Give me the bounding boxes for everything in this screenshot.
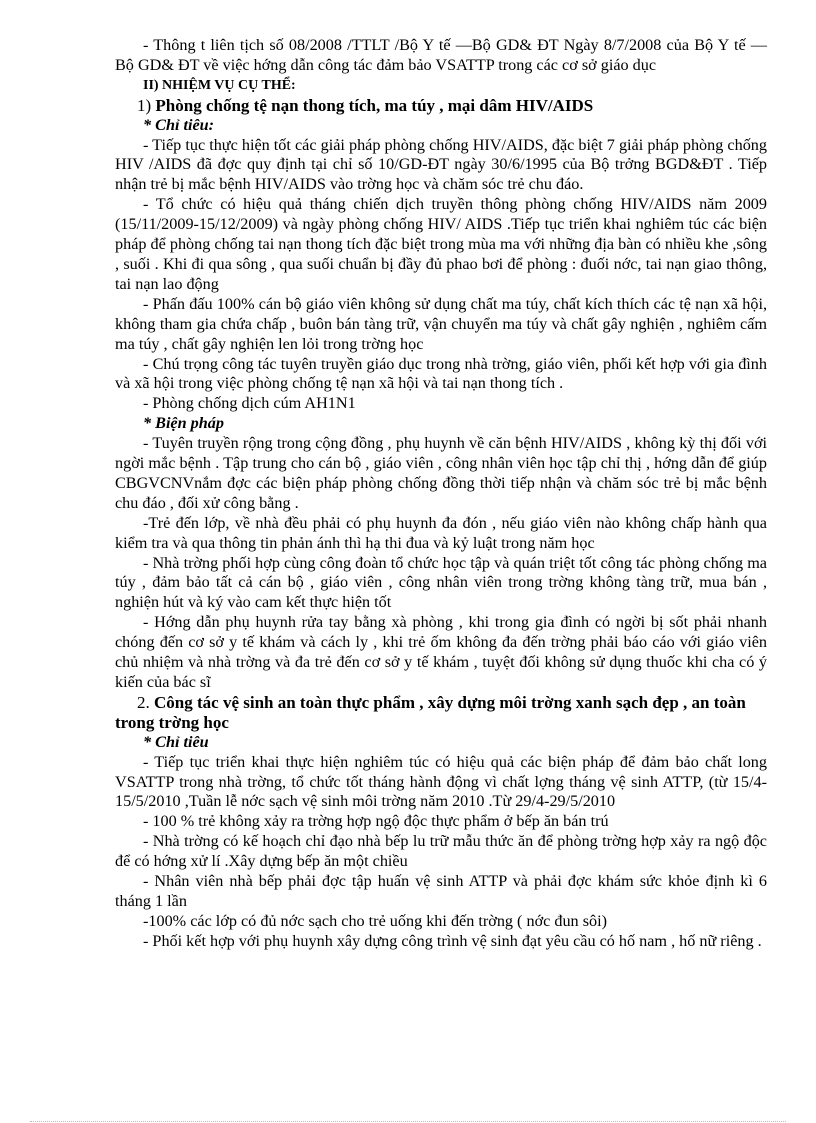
part2-targets-heading: * Chỉ tiêu	[143, 732, 209, 751]
part2-heading	[115, 693, 767, 733]
legal-reference: - Thông t liên tịch số 08/2008 /TTLT /Bộ Y tế —Bộ GD& ĐT Ngày 8/7/2008 của Bộ Y tế — Bộ GD& ĐT về việc hớng dẫn công tác đảm bảo VSATTP trong các cơ sở giáo dục	[115, 36, 767, 74]
paragraph: - Nhân viên nhà bếp phải đợc tập huấn vệ sinh ATTP và phải đợc khám sức khỏe định kì 6 tháng 1 lần	[115, 872, 767, 910]
paragraph: - Phòng chống dịch cúm AH1N1	[143, 394, 356, 413]
paragraph: - Tổ chức có hiệu quả tháng chiến dịch truyền thông phòng chống HIV/AIDS năm 2009 (15/11/2009-15/12/2009) và ngày phòng chống HIV/ AIDS .Tiếp tục triển khai nghiêm túc các biện pháp để phòng chống tai nạn thong tích đặc biệt trong mùa ma với những địa bàn có nhiều khe ,sông , suối . Khi đi qua sông , qua suối chuẩn bị đầy đủ phao bơi để phòng : đuối nớc, tai nạn giao thông, tai nạn lao động	[115, 195, 767, 293]
paragraph: - Nhà trờng phối hợp cùng công đoàn tổ chức học tập và quán triệt tốt công tác phòng chống ma túy , đảm bảo tất cả cán bộ , giáo viên , công nhân viên trong trờng không tàng trữ, mua bán , nghiện hút và ký vào cam kết thực hiện tốt	[115, 553, 767, 612]
paragraph: - Hớng dẫn phụ huynh rửa tay bằng xà phòng , khi trong gia đình có ngời bị sốt phải nhanh chóng đến cơ sở y tế khám và cách ly , khi trẻ ốm không đa đến trờng phải báo cáo với giáo viên chủ nhiệm và nhà trờng và đa trẻ đến cơ sở y tế khám , tuyệt đối không sử dụng thuốc khi cha có ý kiến của bác sĩ	[115, 613, 767, 691]
section-heading: II) NHIỆM VỤ CỤ THỂ:	[143, 77, 296, 93]
paragraph: - Tuyên truyền rộng trong cộng đồng , phụ huynh về căn bệnh HIV/AIDS , không kỳ thị đối với ngời mắc bệnh . Tập trung cho cán bộ , giáo viên , công nhân viên học tập chỉ thị , hớng dẫn để giúp CBGVCNVnắm đợc các biện pháp phòng chống đồng thời tiếp nhận và chăm sóc trẻ bị mắc bệnh chu đáo , đối xử công bằng .	[115, 434, 767, 512]
paragraph: - Tiếp tục thực hiện tốt các giải pháp phòng chống HIV/AIDS, đặc biệt 7 giải pháp phòng chống HIV /AIDS đã đợc quy định tại chỉ số 10/GD-ĐT ngày 30/6/1995 của Bộ trởng BGD&ĐT . Tiếp nhận trẻ bị mắc bệnh HIV/AIDS vào trờng học và chăm sóc trẻ chu đáo.	[115, 135, 767, 194]
paragraph: - Chú trọng công tác tuyên truyền giáo dục trong nhà trờng, giáo viên, phối kết hợp với gia đình và xã hội trong việc phòng chống tệ nạn xã hội và tai nạn thong tích .	[115, 354, 767, 393]
document-body	[115, 36, 767, 952]
paragraph: - Nhà trờng có kế hoạch chỉ đạo nhà bếp lu trữ mẫu thức ăn để phòng trờng hợp xảy ra ngộ độc để có hớng xử lí .Xây dựng bếp ăn một chiều	[115, 832, 767, 871]
paragraph: -100% các lớp có đủ nớc sạch cho trẻ uống khi đến trờng ( nớc đun sôi)	[143, 911, 607, 930]
part1-heading	[115, 96, 767, 116]
paragraph: -Trẻ đến lớp, về nhà đều phải có phụ huynh đa đón , nếu giáo viên nào không chấp hành qua kiểm tra và qua thông tin phản ánh thì hạ thi đua và kỷ luật trong năm học	[115, 513, 767, 552]
paragraph: - Phấn đấu 100% cán bộ giáo viên không sử dụng chất ma túy, chất kích thích các tệ nạn xã hội, không tham gia chứa chấp , buôn bán tàng trữ, vận chuyển ma túy và chất gây nghiện , nghiêm cấm ma túy , chất gây nghiện len lỏi trong trờng học	[115, 294, 767, 353]
part1-number: 1)	[137, 95, 152, 115]
part1-targets-heading: * Chỉ tiêu:	[143, 115, 215, 134]
part2-title: Công tác vệ sinh an toàn thực phẩm , xây dựng môi trờng xanh sạch đẹp , an toàn trong trờng học	[115, 692, 746, 732]
part1-measures-heading: * Biện pháp	[143, 414, 224, 433]
part1-title: Phòng chống tệ nạn thong tích, ma túy , mại dâm HIV/AIDS	[155, 95, 594, 115]
paragraph: - Phối kết hợp với phụ huynh xây dựng công trình vệ sinh đạt yêu cầu có hố nam , hố nữ riêng .	[143, 931, 762, 950]
part2-number: 2.	[137, 692, 150, 712]
paragraph: - Tiếp tục triển khai thực hiện nghiêm túc có hiệu quả các biện pháp để đảm bảo chất long VSATTP trong nhà trờng, tổ chức tốt tháng hành động vì chất lợng tháng vệ sinh ATTP, (từ 15/4-15/5/2010 ,Tuần lễ nớc sạch vệ sinh môi trờng năm 2010 .Từ 29/4-29/5/2010	[115, 752, 767, 811]
page-bottom-divider	[30, 1121, 786, 1122]
paragraph: - 100 % trẻ không xảy ra trờng hợp ngộ độc thực phẩm ở bếp ăn bán trú	[143, 812, 609, 831]
